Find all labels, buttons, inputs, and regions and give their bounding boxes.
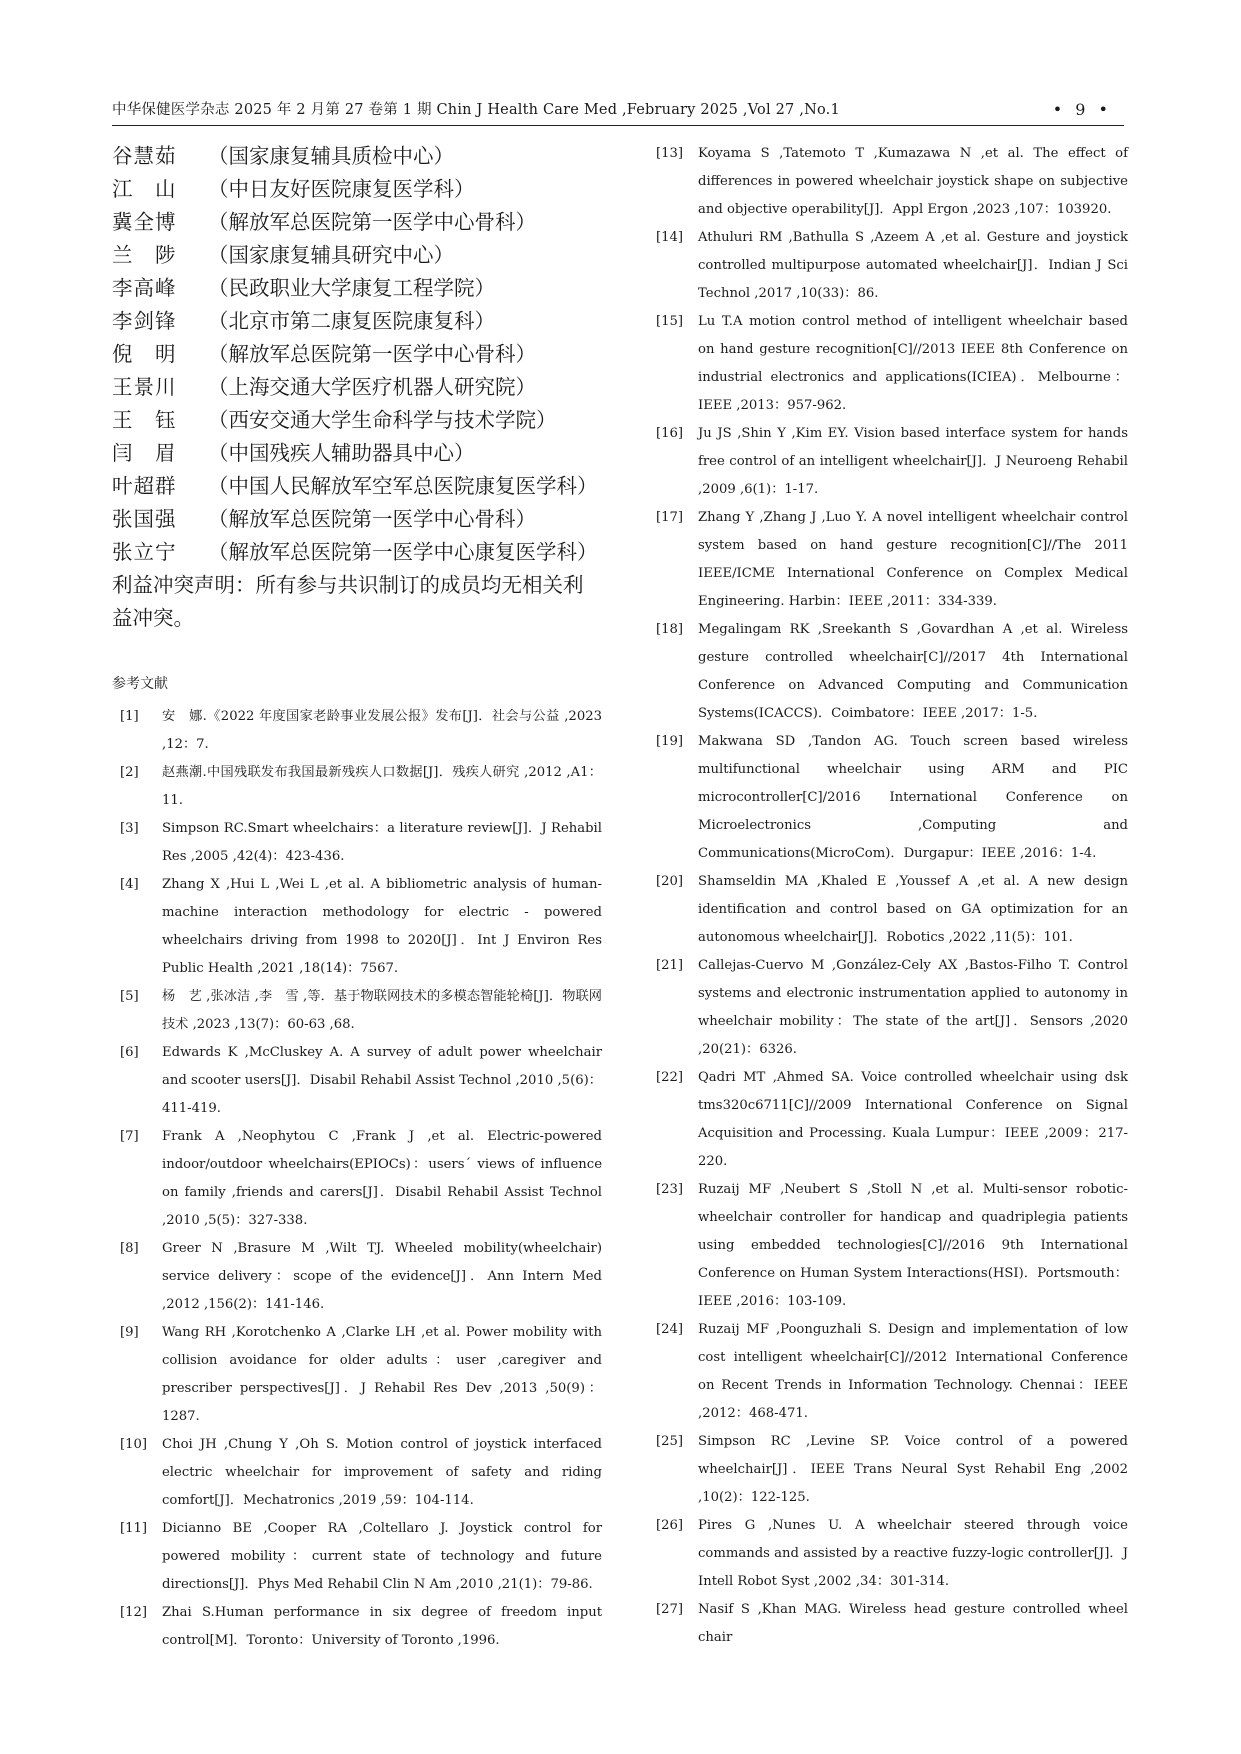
reference-item	[644, 420, 1128, 504]
reference-text: Pires G ,Nunes U. A wheelchair steered through voice commands and assisted by a reactive fuzzy-logic controller[J]．J Intell Robot Syst ,2002 ,34：301-314.	[698, 1518, 1128, 1589]
conflict-of-interest-statement: 利益冲突声明：所有参与共识制订的成员均无相关利益冲突。	[112, 573, 584, 630]
member-affiliation: （解放军总医院第一医学中心骨科）	[208, 342, 536, 366]
reference-number: [1]	[120, 709, 139, 724]
member-affiliation: （上海交通大学医疗机器人研究院）	[208, 375, 536, 399]
reference-text: Choi JH ,Chung Y ,Oh S. Motion control of joystick interfaced electric wheelchair for improvement of safety and riding comfort[J]．Mechatronics ,2019 ,59：104-114.	[162, 1437, 602, 1508]
reference-item	[112, 815, 602, 871]
reference-item	[644, 308, 1128, 420]
member-entry	[112, 305, 602, 338]
left-column	[112, 140, 602, 1655]
member-affiliation: （国家康复辅具质检中心）	[208, 144, 454, 168]
member-name: 谷慧茹	[112, 144, 177, 168]
reference-list-right	[644, 140, 1128, 1652]
reference-item	[644, 1428, 1128, 1512]
journal-info: 中华保健医学杂志 2025 年 2 月第 27 卷第 1 期 Chin J Health Care Med ,February 2025 ,Vol 27 ,No.1	[112, 102, 840, 118]
member-entry	[112, 437, 602, 470]
member-name: 张国强	[112, 507, 177, 531]
reference-number: [14]	[656, 230, 684, 245]
reference-text: Simpson RC ,Levine SP. Voice control of a powered wheelchair[J]．IEEE Trans Neural Syst Rehabil Eng ,2002 ,10(2)：122-125.	[698, 1434, 1128, 1505]
member-list	[112, 140, 602, 569]
member-affiliation: （中国人民解放军空军总医院康复医学科）	[208, 474, 598, 498]
reference-number: [7]	[120, 1129, 139, 1144]
reference-item	[644, 728, 1128, 868]
member-entry	[112, 338, 602, 371]
reference-text: 杨 艺 ,张冰洁 ,李 雪 ,等．基于物联网技术的多模态智能轮椅[J]．物联网技术 ,2023 ,13(7)：60-63 ,68.	[162, 989, 602, 1032]
reference-item	[644, 616, 1128, 728]
member-name: 江 山	[112, 177, 177, 201]
member-name: 闫 眉	[112, 441, 177, 465]
member-name: 王 钰	[112, 408, 177, 432]
member-name: 李高峰	[112, 276, 177, 300]
reference-number: [19]	[656, 734, 684, 749]
member-affiliation: （民政职业大学康复工程学院）	[208, 276, 495, 300]
reference-text: 安 娜.《2022 年度国家老龄事业发展公报》发布[J]．社会与公益 ,2023 ,12：7.	[162, 709, 602, 752]
reference-item	[644, 140, 1128, 224]
reference-number: [12]	[120, 1605, 148, 1620]
member-name: 倪 明	[112, 342, 177, 366]
reference-text: Shamseldin MA ,Khaled E ,Youssef A ,et al. A new design identification and control based on GA optimization for an autonomous wheelchair[J]．Robotics ,2022 ,11(5)：101.	[698, 874, 1128, 945]
reference-text: Wang RH ,Korotchenko A ,Clarke LH ,et al. Power mobility with collision avoidance for older adults：user ,caregiver and prescriber perspectives[J]．J Rehabil Res Dev ,2013 ,50(9)：1287.	[162, 1325, 602, 1424]
reference-number: [24]	[656, 1322, 684, 1337]
member-entry	[112, 239, 602, 272]
member-affiliation: （西安交通大学生命科学与技术学院）	[208, 408, 557, 432]
member-name: 冀全博	[112, 210, 177, 234]
member-affiliation: （解放军总医院第一医学中心康复医学科）	[208, 540, 598, 564]
reference-text: Dicianno BE ,Cooper RA ,Coltellaro J. Joystick control for powered mobility：current state of technology and future directions[J]．Phys Med Rehabil Clin N Am ,2010 ,21(1)：79-86.	[162, 1521, 602, 1592]
reference-item	[112, 871, 602, 983]
reference-item	[112, 703, 602, 759]
reference-number: [20]	[656, 874, 684, 889]
reference-text: Zhai S.Human performance in six degree of freedom input control[M]．Toronto：University of Toronto ,1996.	[162, 1605, 602, 1648]
reference-item	[644, 1316, 1128, 1428]
reference-text: Lu T.A motion control method of intelligent wheelchair based on hand gesture recognition[C]//2013 IEEE 8th Conference on industrial electronics and applications(ICIEA)．Melbourne：IEEE ,2013：957-962.	[698, 314, 1128, 413]
reference-text: Athuluri RM ,Bathulla S ,Azeem A ,et al. Gesture and joystick controlled multipurpose automated wheelchair[J]．Indian J Sci Technol ,2017 ,10(33)：86.	[698, 230, 1128, 301]
reference-item	[112, 1599, 602, 1655]
reference-number: [21]	[656, 958, 684, 973]
member-entry	[112, 206, 602, 239]
reference-number: [9]	[120, 1325, 139, 1340]
member-entry	[112, 503, 602, 536]
reference-number: [15]	[656, 314, 684, 329]
member-entry	[112, 536, 602, 569]
reference-number: [13]	[656, 146, 684, 161]
member-name: 李剑锋	[112, 309, 177, 333]
reference-item	[112, 983, 602, 1039]
reference-item	[112, 1039, 602, 1123]
references-heading: 参考文献	[112, 676, 168, 692]
reference-item	[644, 868, 1128, 952]
reference-text: Nasif S ,Khan MAG. Wireless head gesture controlled wheel chair	[698, 1602, 1128, 1645]
member-affiliation: （解放军总医院第一医学中心骨科）	[208, 507, 536, 531]
member-affiliation: （北京市第二康复医院康复科）	[208, 309, 495, 333]
reference-list-left	[112, 703, 602, 1655]
reference-text: Edwards K ,McCluskey A. A survey of adult power wheelchair and scooter users[J]．Disabil Rehabil Assist Technol ,2010 ,5(6)：411-419.	[162, 1045, 602, 1116]
member-entry	[112, 272, 602, 305]
reference-number: [8]	[120, 1241, 139, 1256]
reference-number: [10]	[120, 1437, 148, 1452]
reference-text: Makwana SD ,Tandon AG. Touch screen based wireless multifunctional wheelchair using ARM and PIC microcontroller[C]/2016 International Conference on Microelectronics ,Computing and Communications(MicroCom)．Durgapur：IEEE ,2016：1-4.	[698, 734, 1128, 861]
reference-text: 赵燕潮.中国残联发布我国最新残疾人口数据[J]．残疾人研究 ,2012 ,A1：11.	[162, 765, 602, 808]
reference-item	[644, 1176, 1128, 1316]
member-affiliation: （中国残疾人辅助器具中心）	[208, 441, 475, 465]
reference-number: [22]	[656, 1070, 684, 1085]
reference-text: Callejas-Cuervo M ,González-Cely AX ,Bastos-Filho T. Control systems and electronic instrumentation applied to autonomy in wheelchair mobility：The state of the art[J]．Sensors ,2020 ,20(21)：6326.	[698, 958, 1128, 1057]
reference-item	[112, 759, 602, 815]
reference-item	[644, 224, 1128, 308]
member-entry	[112, 173, 602, 206]
reference-item	[644, 504, 1128, 616]
member-name: 兰 陟	[112, 243, 177, 267]
reference-text: Zhang Y ,Zhang J ,Luo Y. A novel intelligent wheelchair control system based on hand gesture recognition[C]//The 2011 IEEE/ICME International Conference on Complex Medical Engineering. Harbin：IEEE ,2011：334-339.	[698, 510, 1128, 609]
reference-item	[644, 1512, 1128, 1596]
reference-number: [11]	[120, 1521, 148, 1536]
reference-number: [6]	[120, 1045, 139, 1060]
reference-item	[112, 1319, 602, 1431]
reference-text: Ruzaij MF ,Poonguzhali S. Design and implementation of low cost intelligent wheelchair[C]//2012 International Conference on Recent Trends in Information Technology. Chennai：IEEE ,2012：468-471.	[698, 1322, 1128, 1421]
member-affiliation: （解放军总医院第一医学中心骨科）	[208, 210, 536, 234]
reference-number: [17]	[656, 510, 684, 525]
reference-number: [26]	[656, 1518, 684, 1533]
reference-text: Greer N ,Brasure M ,Wilt TJ. Wheeled mobility(wheelchair) service delivery：scope of the evidence[J]．Ann Intern Med ,2012 ,156(2)：141-146.	[162, 1241, 602, 1312]
member-name: 张立宁	[112, 540, 177, 564]
reference-item	[644, 1064, 1128, 1176]
reference-text: Megalingam RK ,Sreekanth S ,Govardhan A ,et al. Wireless gesture controlled wheelchair[C]//2017 4th International Conference on Advanced Computing and Communication Systems(ICACCS)．Coimbatore：IEEE ,2017：1-5.	[698, 622, 1128, 721]
reference-number: [16]	[656, 426, 684, 441]
reference-text: Simpson RC.Smart wheelchairs：a literature review[J]．J Rehabil Res ,2005 ,42(4)：423-436.	[162, 821, 602, 864]
reference-number: [3]	[120, 821, 139, 836]
running-header	[112, 98, 1124, 126]
reference-item	[644, 952, 1128, 1064]
member-affiliation: （中日友好医院康复医学科）	[208, 177, 475, 201]
reference-number: [25]	[656, 1434, 684, 1449]
reference-number: [27]	[656, 1602, 684, 1617]
reference-item	[112, 1123, 602, 1235]
page-number: • 9 •	[1052, 100, 1112, 119]
member-entry	[112, 470, 602, 503]
reference-item	[112, 1235, 602, 1319]
reference-text: Ju JS ,Shin Y ,Kim EY. Vision based interface system for hands free control of an intelligent wheelchair[J]．J Neuroeng Rehabil ,2009 ,6(1)：1-17.	[698, 426, 1128, 497]
member-entry	[112, 140, 602, 173]
reference-text: Frank A ,Neophytou C ,Frank J ,et al. Electric-powered indoor/outdoor wheelchairs(EPIOCs)：users´ views of influence on family ,friends and carers[J]．Disabil Rehabil Assist Technol ,2010 ,5(5)：327-338.	[162, 1129, 602, 1228]
reference-number: [2]	[120, 765, 139, 780]
reference-item	[112, 1431, 602, 1515]
member-entry	[112, 371, 602, 404]
reference-number: [23]	[656, 1182, 684, 1197]
member-affiliation: （国家康复辅具研究中心）	[208, 243, 454, 267]
reference-text: Zhang X ,Hui L ,Wei L ,et al. A bibliometric analysis of human-machine interaction methodology for electric - powered wheelchairs driving from 1998 to 2020[J]．Int J Environ Res Public Health ,2021 ,18(14)：7567.	[162, 877, 602, 976]
reference-item	[112, 1515, 602, 1599]
reference-number: [18]	[656, 622, 684, 637]
member-name: 叶超群	[112, 474, 177, 498]
reference-number: [4]	[120, 877, 139, 892]
reference-text: Qadri MT ,Ahmed SA. Voice controlled wheelchair using dsk tms320c6711[C]//2009 International Conference on Signal Acquisition and Processing. Kuala Lumpur：IEEE ,2009：217-220.	[698, 1070, 1128, 1169]
member-entry	[112, 404, 602, 437]
reference-item	[644, 1596, 1128, 1652]
reference-text: Koyama S ,Tatemoto T ,Kumazawa N ,et al. The effect of differences in powered wheelchair joystick shape on subjective and objective operability[J]．Appl Ergon ,2023 ,107：103920.	[698, 146, 1128, 217]
member-name: 王景川	[112, 375, 177, 399]
reference-text: Ruzaij MF ,Neubert S ,Stoll N ,et al. Multi-sensor robotic-wheelchair controller for handicap and quadriplegia patients using embedded technologies[C]//2016 9th International Conference on Human System Interactions(HSI)．Portsmouth：IEEE ,2016：103-109.	[698, 1182, 1128, 1309]
right-column	[644, 140, 1128, 1652]
reference-number: [5]	[120, 989, 139, 1004]
